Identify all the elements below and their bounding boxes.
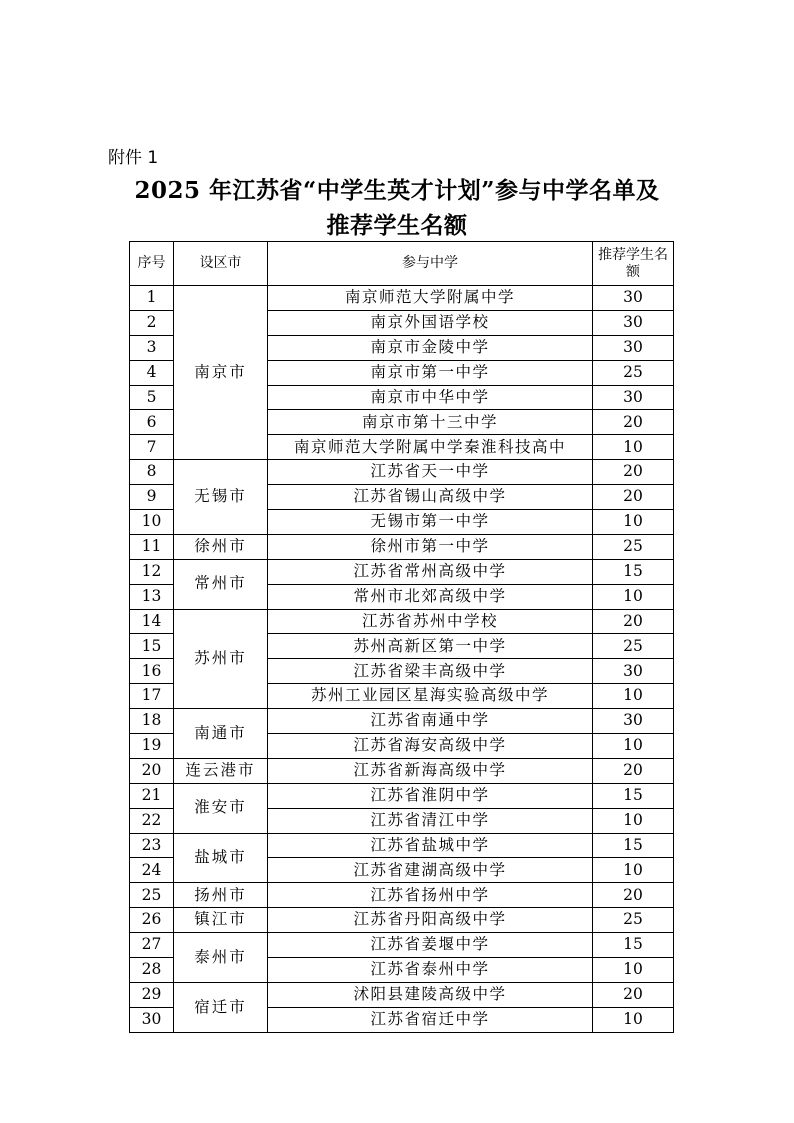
row-index: 18 bbox=[130, 709, 174, 734]
table-row bbox=[130, 758, 674, 783]
row-index: 27 bbox=[130, 933, 174, 958]
row-school: 江苏省锡山高级中学 bbox=[268, 485, 593, 510]
row-index: 1 bbox=[130, 286, 174, 311]
row-city: 宿迁市 bbox=[174, 982, 268, 1032]
table-row bbox=[130, 933, 674, 958]
row-index: 12 bbox=[130, 559, 174, 584]
table-row bbox=[130, 908, 674, 933]
row-quota: 10 bbox=[593, 584, 674, 609]
row-quota: 20 bbox=[593, 460, 674, 485]
row-index: 15 bbox=[130, 634, 174, 659]
row-index: 25 bbox=[130, 883, 174, 908]
row-school: 沭阳县建陵高级中学 bbox=[268, 982, 593, 1007]
row-quota: 20 bbox=[593, 609, 674, 634]
row-quota: 30 bbox=[593, 335, 674, 360]
row-school: 南京师范大学附属中学秦淮科技高中 bbox=[268, 435, 593, 460]
row-school: 江苏省泰州中学 bbox=[268, 958, 593, 983]
row-index: 7 bbox=[130, 435, 174, 460]
row-index: 26 bbox=[130, 908, 174, 933]
row-school: 江苏省淮阴中学 bbox=[268, 783, 593, 808]
header-school: 参与中学 bbox=[268, 242, 593, 286]
row-index: 20 bbox=[130, 758, 174, 783]
table-row bbox=[130, 883, 674, 908]
row-city: 徐州市 bbox=[174, 534, 268, 559]
row-quota: 10 bbox=[593, 510, 674, 535]
row-quota: 10 bbox=[593, 684, 674, 709]
row-city: 镇江市 bbox=[174, 908, 268, 933]
row-quota: 10 bbox=[593, 734, 674, 759]
row-school: 江苏省苏州中学校 bbox=[268, 609, 593, 634]
row-quota: 30 bbox=[593, 310, 674, 335]
row-index: 5 bbox=[130, 385, 174, 410]
row-index: 14 bbox=[130, 609, 174, 634]
row-school: 江苏省扬州中学 bbox=[268, 883, 593, 908]
row-index: 2 bbox=[130, 310, 174, 335]
row-quota: 20 bbox=[593, 883, 674, 908]
row-city: 无锡市 bbox=[174, 460, 268, 535]
row-school: 苏州工业园区星海实验高级中学 bbox=[268, 684, 593, 709]
table-header-row bbox=[130, 242, 674, 286]
row-index: 29 bbox=[130, 982, 174, 1007]
row-city: 淮安市 bbox=[174, 783, 268, 833]
row-quota: 30 bbox=[593, 286, 674, 311]
row-quota: 30 bbox=[593, 709, 674, 734]
row-school: 江苏省常州高级中学 bbox=[268, 559, 593, 584]
row-quota: 15 bbox=[593, 559, 674, 584]
row-school: 无锡市第一中学 bbox=[268, 510, 593, 535]
row-index: 9 bbox=[130, 485, 174, 510]
row-index: 19 bbox=[130, 734, 174, 759]
table-row bbox=[130, 460, 674, 485]
attachment-label: 附件 1 bbox=[108, 148, 159, 168]
row-index: 17 bbox=[130, 684, 174, 709]
row-school: 江苏省丹阳高级中学 bbox=[268, 908, 593, 933]
row-school: 南京外国语学校 bbox=[268, 310, 593, 335]
row-quota: 25 bbox=[593, 634, 674, 659]
header-index: 序号 bbox=[130, 242, 174, 286]
row-index: 16 bbox=[130, 659, 174, 684]
header-quota: 推荐学生名额 bbox=[593, 242, 674, 286]
row-city: 南通市 bbox=[174, 709, 268, 759]
document-title-line2: 推荐学生名额 bbox=[326, 212, 468, 239]
row-school: 南京市金陵中学 bbox=[268, 335, 593, 360]
row-school: 徐州市第一中学 bbox=[268, 534, 593, 559]
row-quota: 10 bbox=[593, 808, 674, 833]
row-city: 常州市 bbox=[174, 559, 268, 609]
row-index: 6 bbox=[130, 410, 174, 435]
row-quota: 10 bbox=[593, 435, 674, 460]
row-index: 30 bbox=[130, 1007, 174, 1032]
row-quota: 15 bbox=[593, 783, 674, 808]
row-quota: 25 bbox=[593, 908, 674, 933]
row-quota: 20 bbox=[593, 410, 674, 435]
row-quota: 10 bbox=[593, 958, 674, 983]
row-school: 苏州高新区第一中学 bbox=[268, 634, 593, 659]
row-school: 江苏省建湖高级中学 bbox=[268, 858, 593, 883]
row-index: 22 bbox=[130, 808, 174, 833]
table-row bbox=[130, 783, 674, 808]
row-quota: 20 bbox=[593, 982, 674, 1007]
table-row bbox=[130, 709, 674, 734]
row-school: 江苏省宿迁中学 bbox=[268, 1007, 593, 1032]
row-quota: 15 bbox=[593, 833, 674, 858]
row-index: 23 bbox=[130, 833, 174, 858]
row-school: 南京市第十三中学 bbox=[268, 410, 593, 435]
row-school: 南京师范大学附属中学 bbox=[268, 286, 593, 311]
row-city: 连云港市 bbox=[174, 758, 268, 783]
row-quota: 15 bbox=[593, 933, 674, 958]
row-index: 21 bbox=[130, 783, 174, 808]
row-school: 常州市北郊高级中学 bbox=[268, 584, 593, 609]
row-quota: 20 bbox=[593, 758, 674, 783]
row-school: 江苏省清江中学 bbox=[268, 808, 593, 833]
row-quota: 25 bbox=[593, 360, 674, 385]
row-quota: 25 bbox=[593, 534, 674, 559]
row-index: 10 bbox=[130, 510, 174, 535]
row-school: 江苏省盐城中学 bbox=[268, 833, 593, 858]
row-index: 13 bbox=[130, 584, 174, 609]
row-quota: 10 bbox=[593, 858, 674, 883]
row-city: 扬州市 bbox=[174, 883, 268, 908]
table-body bbox=[130, 286, 674, 1033]
row-school: 江苏省姜堰中学 bbox=[268, 933, 593, 958]
row-school: 南京市中华中学 bbox=[268, 385, 593, 410]
row-index: 4 bbox=[130, 360, 174, 385]
row-quota: 20 bbox=[593, 485, 674, 510]
table-row bbox=[130, 286, 674, 311]
row-city: 盐城市 bbox=[174, 833, 268, 883]
row-school: 南京市第一中学 bbox=[268, 360, 593, 385]
row-school: 江苏省梁丰高级中学 bbox=[268, 659, 593, 684]
document-title-line1: 2025 年江苏省“中学生英才计划”参与中学名单及 bbox=[134, 177, 660, 204]
row-city: 南京市 bbox=[174, 286, 268, 460]
table-row bbox=[130, 609, 674, 634]
row-quota: 10 bbox=[593, 1007, 674, 1032]
row-index: 28 bbox=[130, 958, 174, 983]
row-school: 江苏省南通中学 bbox=[268, 709, 593, 734]
school-quota-table bbox=[129, 241, 674, 1033]
row-school: 江苏省天一中学 bbox=[268, 460, 593, 485]
table-row bbox=[130, 833, 674, 858]
header-city: 设区市 bbox=[174, 242, 268, 286]
table-row bbox=[130, 982, 674, 1007]
row-index: 11 bbox=[130, 534, 174, 559]
row-city: 泰州市 bbox=[174, 933, 268, 983]
row-index: 8 bbox=[130, 460, 174, 485]
row-quota: 30 bbox=[593, 385, 674, 410]
row-school: 江苏省海安高级中学 bbox=[268, 734, 593, 759]
table-row bbox=[130, 559, 674, 584]
row-index: 24 bbox=[130, 858, 174, 883]
row-school: 江苏省新海高级中学 bbox=[268, 758, 593, 783]
row-city: 苏州市 bbox=[174, 609, 268, 709]
table-row bbox=[130, 534, 674, 559]
row-index: 3 bbox=[130, 335, 174, 360]
row-quota: 30 bbox=[593, 659, 674, 684]
